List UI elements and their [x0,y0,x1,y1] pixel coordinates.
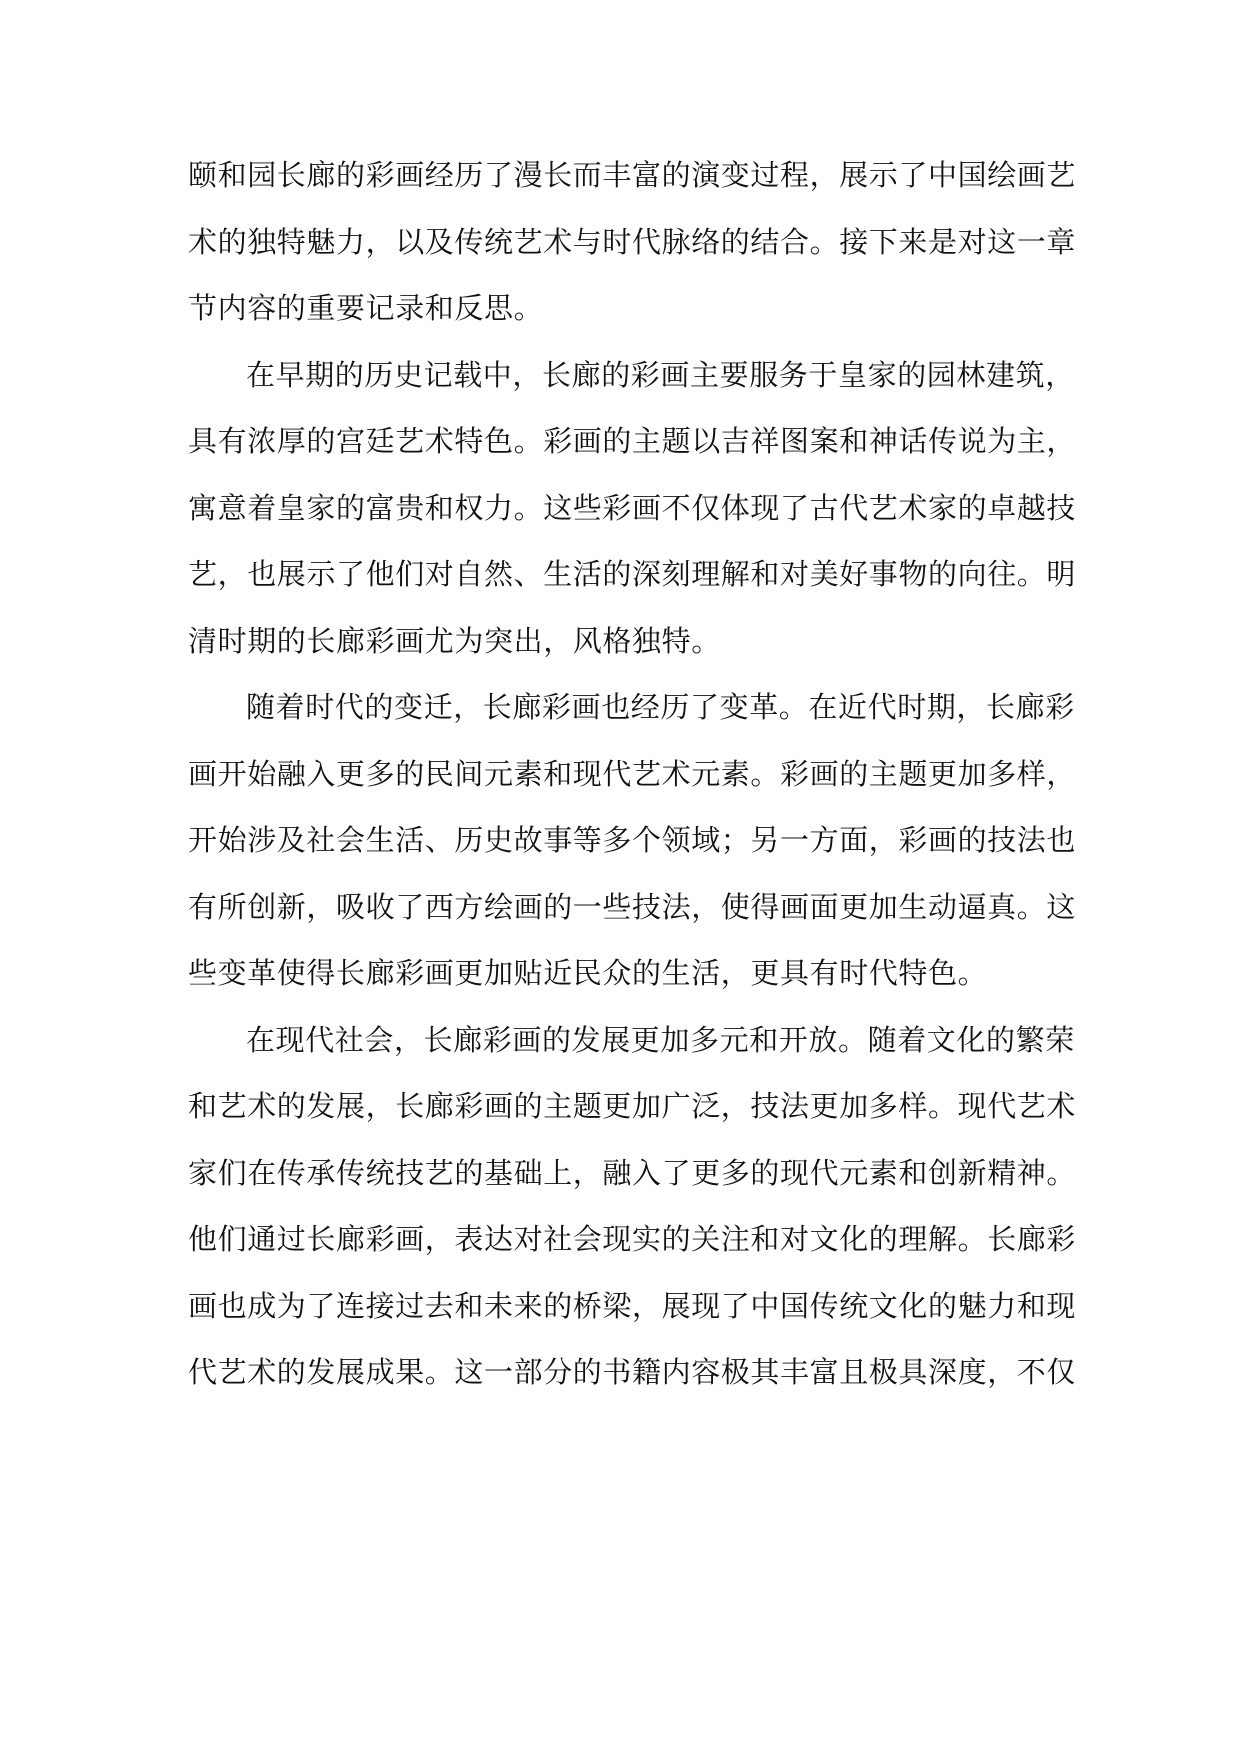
paragraph-line: 他们通过长廊彩画，表达对社会现实的关注和对文化的理解。长廊彩 [188,1222,1077,1256]
paragraph-4 [188,1007,1077,1406]
paragraph-line: 和艺术的发展，长廊彩画的主题更加广泛，技法更加多样。现代艺术 [188,1089,1077,1123]
paragraph-line: 术的独特魅力，以及传统艺术与时代脉络的结合。接下来是对这一章 [188,224,1077,259]
paragraph-line: 有所创新，吸收了西方绘画的一些技法，使得画面更加生动逼真。这 [188,889,1077,924]
paragraph-line: 具有浓厚的宫廷艺术特色。彩画的主题以吉祥图案和神话传说为主， [188,424,1077,458]
paragraph-line: 些变革使得长廊彩画更加贴近民众的生活，更具有时代特色。 [188,956,988,990]
paragraph-2 [188,342,1077,675]
paragraph-line: 画开始融入更多的民间元素和现代艺术元素。彩画的主题更加多样， [188,756,1077,791]
paragraph-line: 清时期的长廊彩画尤为突出，风格独特。 [188,623,721,658]
paragraph-line: 家们在传承传统技艺的基础上，融入了更多的现代元素和创新精神。 [188,1155,1077,1190]
paragraph-line: 在早期的历史记载中，长廊的彩画主要服务于皇家的园林建筑， [246,357,1075,392]
paragraph-line: 代艺术的发展成果。这一部分的书籍内容极其丰富且极具深度，不仅 [188,1355,1077,1389]
paragraph-line: 在现代社会，长廊彩画的发展更加多元和开放。随着文化的繁荣 [246,1022,1075,1057]
paragraph-line: 开始涉及社会生活、历史故事等多个领域；另一方面，彩画的技法也 [188,823,1077,857]
paragraph-line: 寓意着皇家的富贵和权力。这些彩画不仅体现了古代艺术家的卓越技 [188,490,1077,525]
body-text [188,142,1077,1406]
paragraph-line: 随着时代的变迁，长廊彩画也经历了变革。在近代时期，长廊彩 [246,690,1075,724]
paragraph-line: 画也成为了连接过去和未来的桥梁，展现了中国传统文化的魅力和现 [188,1288,1077,1323]
paragraph-line: 颐和园长廊的彩画经历了漫长而丰富的演变过程，展示了中国绘画艺 [188,158,1077,192]
paragraph-3 [188,674,1077,1007]
paragraph-line: 节内容的重要记录和反思。 [188,291,544,325]
paragraph-1 [188,142,1077,342]
paragraph-line: 艺，也展示了他们对自然、生活的深刻理解和对美好事物的向往。明 [188,557,1077,591]
